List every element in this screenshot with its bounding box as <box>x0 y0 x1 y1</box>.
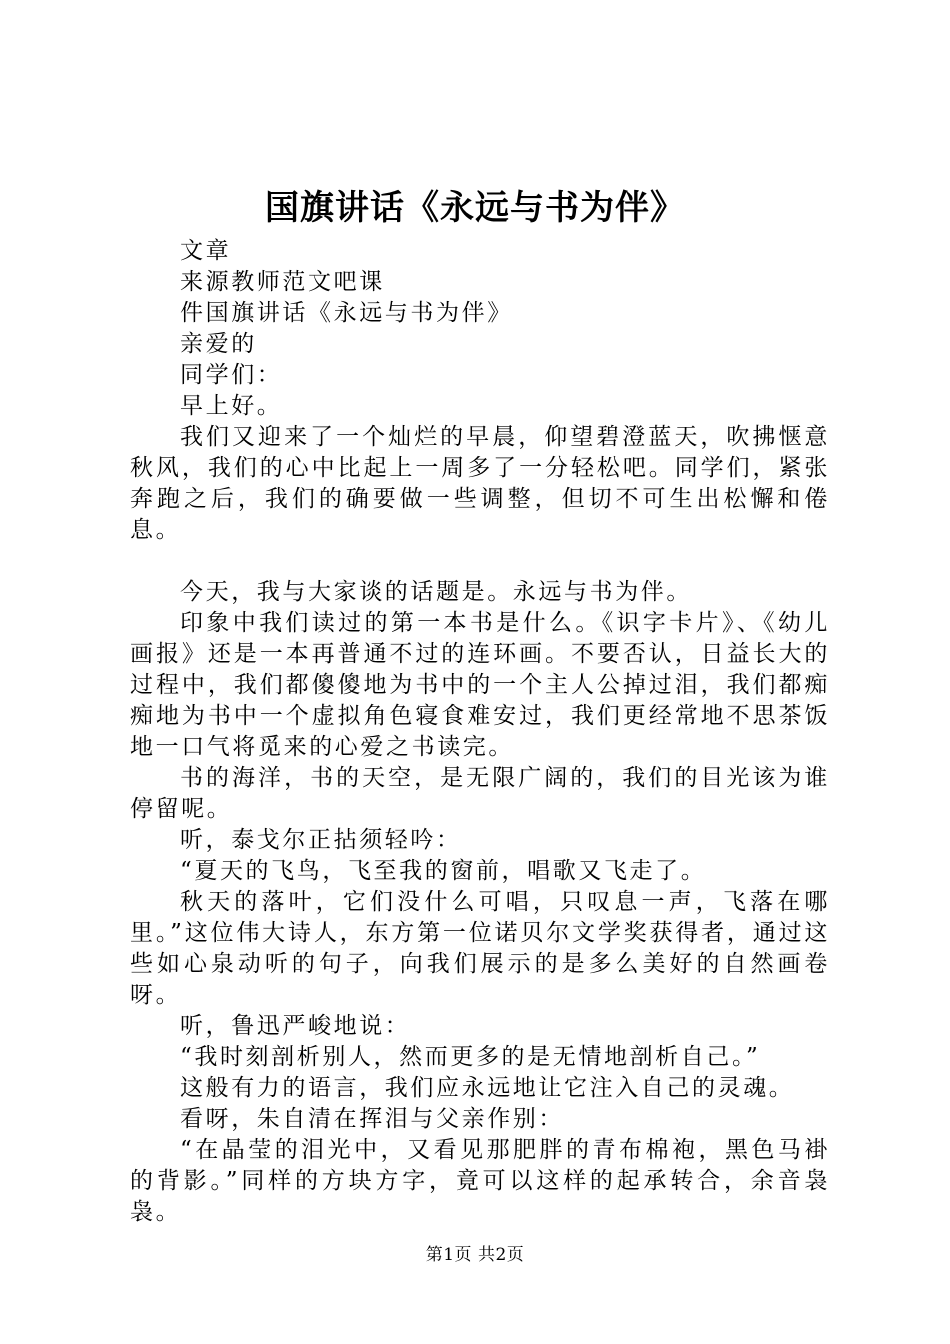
paragraph: 这般有力的语言，我们应永远地让它注入自己的灵魂。 <box>180 1075 795 1101</box>
paragraph: 早上好。 <box>180 393 283 419</box>
paragraph: 我们又迎来了一个灿烂的早晨，仰望碧澄蓝天，吹拂惬意秋风，我们的心中比起上一周多了一分轻松吧。同学们，紧张奔跑之后，我们的确要做一些调整，但切不可生出松懈和倦息。 <box>130 424 830 543</box>
paragraph: 看呀，朱自清在挥泪与父亲作别： <box>180 1106 564 1132</box>
document-body <box>130 236 830 1228</box>
blank-line <box>130 546 830 577</box>
paragraph: 秋天的落叶，它们没什么可唱，只叹息一声，飞落在哪里。”这位伟大诗人，东方第一位诺贝尔文学奖获得者，通过这些如心泉动听的句子，向我们展示的是多么美好的自然画卷呀。 <box>130 889 830 1008</box>
paragraph: “夏天的飞鸟，飞至我的窗前，唱歌又飞走了。 <box>180 858 707 884</box>
paragraph: 文章 <box>180 238 232 264</box>
paragraph: 同学们： <box>180 362 283 388</box>
paragraph: 亲爱的 <box>180 331 257 357</box>
page-footer: 第1页 共2页 <box>425 1245 525 1265</box>
paragraph: “在晶莹的泪光中，又看见那肥胖的青布棉袍，黑色马褂的背影。”同样的方块方字，竟可以这样的起承转合，余音袅袅。 <box>130 1137 830 1225</box>
paragraph: 来源教师范文吧课 <box>180 269 385 295</box>
paragraph: 今天，我与大家谈的话题是。永远与书为伴。 <box>180 579 692 605</box>
paragraph: 件国旗讲话《永远与书为伴》 <box>180 300 513 326</box>
document-title: 国旗讲话《永远与书为伴》 <box>265 188 685 228</box>
paragraph: 听，泰戈尔正拈须轻吟： <box>180 827 462 853</box>
paragraph: 听，鲁迅严峻地说： <box>180 1013 411 1039</box>
paragraph: 书的海洋，书的天空，是无限广阔的，我们的目光该为谁停留呢。 <box>130 765 830 822</box>
paragraph: “我时刻剖析别人，然而更多的是无情地剖析自己。” <box>180 1044 761 1070</box>
paragraph: 印象中我们读过的第一本书是什么。《识字卡片》、《幼儿画报》还是一本再普通不过的连环画。不要否认，日益长大的过程中，我们都傻傻地为书中的一个主人公掉过泪，我们都痴痴地为书中一个虚拟角色寝食难安过，我们更经常地不思茶饭地一口气将觅来的心爱之书读完。 <box>130 610 830 760</box>
